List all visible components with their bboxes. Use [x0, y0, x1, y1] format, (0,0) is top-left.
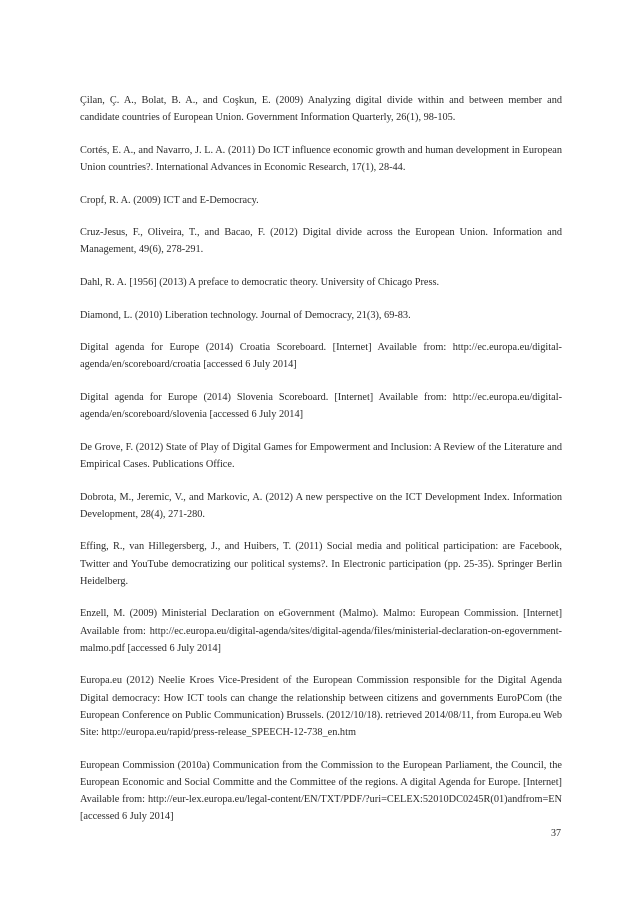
reference-entry: Çilan, Ç. A., Bolat, B. A., and Coşkun, E. (2009) Analyzing digital divide within and between member and candidate countries of European Union. Government Information Quarterly, 26(1), 98-105. — [80, 95, 562, 124]
reference-entry: European Commission (2010a) Communication from the Commission to the European Parliament, the Council, the European Economic and Social Committe and the Committee of the regions. A digital Agenda for Europe. [Internet] Available from: http://eur-lex.europa.eu/legal-content/EN/TXT/PDF/?uri=CELEX:52010DC0245R(01)andfrom=EN [accessed 6 July 2014] — [80, 759, 562, 823]
reference-entry: Europa.eu (2012) Neelie Kroes Vice-President of the European Commission responsible for the Digital Agenda Digital democracy: How ICT tools can change the relationship between citizens and governments EuroPCom (the European Conference on Public Communication) Brussels. (2012/10/18). retrieved 2014/08/11, from Europa.eu Web Site: http://europa.eu/rapid/press-release_SPEECH-12-738_en.htm — [80, 675, 562, 738]
reference-entry: Diamond, L. (2010) Liberation technology. Journal of Democracy, 21(3), 69-83. — [80, 309, 411, 321]
reference-entry: Cruz-Jesus, F., Oliveira, T., and Bacao, F. (2012) Digital divide across the European Union. Information and Management, 49(6), 278-291. — [80, 227, 562, 256]
page-number: 37 — [551, 828, 561, 839]
reference-entry: Digital agenda for Europe (2014) Croatia Scoreboard. [Internet] Available from: http://ec.europa.eu/digital-agenda/en/scoreboard/croatia [accessed 6 July 2014] — [80, 342, 562, 371]
reference-entry: Dobrota, M., Jeremic, V., and Markovic, A. (2012) A new perspective on the ICT Development Index. Information Development, 28(4), 271-280. — [80, 491, 562, 520]
reference-list — [80, 92, 562, 841]
reference-entry: Effing, R., van Hillegersberg, J., and Huibers, T. (2011) Social media and political participation: are Facebook, Twitter and YouTube democratizing our political systems?. In Electronic participation (pp. 25-35). Springer Berlin Heidelberg. — [80, 541, 562, 587]
reference-entry: Digital agenda for Europe (2014) Slovenia Scoreboard. [Internet] Available from: http://ec.europa.eu/digital-agenda/en/scoreboard/slovenia [accessed 6 July 2014] — [80, 391, 562, 421]
reference-entry: Enzell, M. (2009) Ministerial Declaration on eGovernment (Malmo). Malmo: European Commission. [Internet] Available from: http://ec.europa.eu/digital-agenda/sites/digital-agenda/files/ministerial-declaration-on-egovernment-malmo.pdf [accessed 6 July 2014] — [80, 608, 562, 654]
reference-entry: Dahl, R. A. [1956] (2013) A preface to democratic theory. University of Chicago Press. — [80, 276, 440, 288]
reference-entry: Cortés, E. A., and Navarro, J. L. A. (2011) Do ICT influence economic growth and human development in European Union countries?. International Advances in Economic Research, 17(1), 28-44. — [80, 144, 562, 173]
reference-entry: Cropf, R. A. (2009) ICT and E-Democracy. — [80, 194, 259, 206]
reference-entry: De Grove, F. (2012) State of Play of Digital Games for Empowerment and Inclusion: A Review of the Literature and Empirical Cases. Publications Office. — [80, 441, 562, 470]
